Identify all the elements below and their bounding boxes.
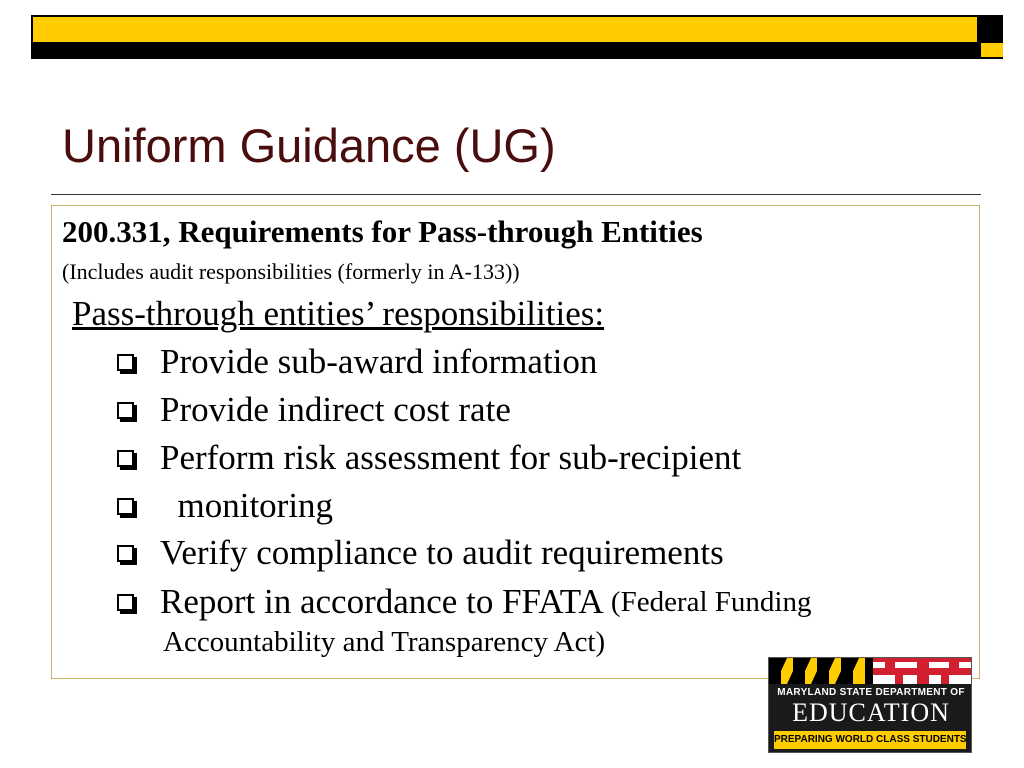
checkbox-bullet-icon: [117, 354, 134, 371]
header-bar-yellow-stripe: [33, 17, 977, 42]
responsibilities-intro: Pass-through entities’ responsibilities:: [72, 294, 605, 333]
list-item: [117, 340, 597, 384]
list-item-text: Provide indirect cost rate: [160, 390, 511, 429]
list-item-text: Verify compliance to audit requirements: [160, 533, 724, 572]
logo-organization-line: MARYLAND STATE DEPARTMENT OF: [777, 687, 965, 698]
list-item: [117, 531, 724, 575]
list-item-text: monitoring: [160, 486, 334, 525]
checkbox-bullet-icon: [117, 402, 134, 419]
list-item-continuation: Accountability and Transparency Act): [163, 626, 606, 658]
maryland-flag-icon: [769, 658, 972, 684]
msde-logo: [768, 657, 972, 753]
logo-organization-name: EDUCATION: [792, 698, 950, 727]
checkbox-bullet-icon: [117, 594, 134, 611]
logo-tagline: PREPARING WORLD CLASS STUDENTS: [774, 731, 966, 749]
section-heading: 200.331, Requirements for Pass-through Entities: [62, 214, 703, 249]
list-item: [117, 484, 333, 528]
list-item-text: Provide sub-award information: [160, 342, 598, 381]
list-item-suffix: (Federal Funding: [603, 585, 812, 618]
checkbox-bullet-icon: [117, 450, 134, 467]
list-item-text: Perform risk assessment for sub-recipient: [160, 438, 742, 477]
checkbox-bullet-icon: [117, 545, 134, 562]
title-divider: [51, 194, 981, 195]
header-bar-corner-accent: [981, 43, 1003, 57]
slide-title: Uniform Guidance (UG): [62, 119, 556, 172]
checkbox-bullet-icon: [117, 498, 134, 515]
list-item: [117, 388, 511, 432]
list-item: [117, 580, 811, 624]
list-item-text: Report in accordance to FFATA: [160, 582, 604, 621]
header-bar: [31, 15, 1003, 59]
section-subheading: (Includes audit responsibilities (formerly in A-133)): [62, 259, 520, 284]
list-item: [117, 436, 741, 480]
